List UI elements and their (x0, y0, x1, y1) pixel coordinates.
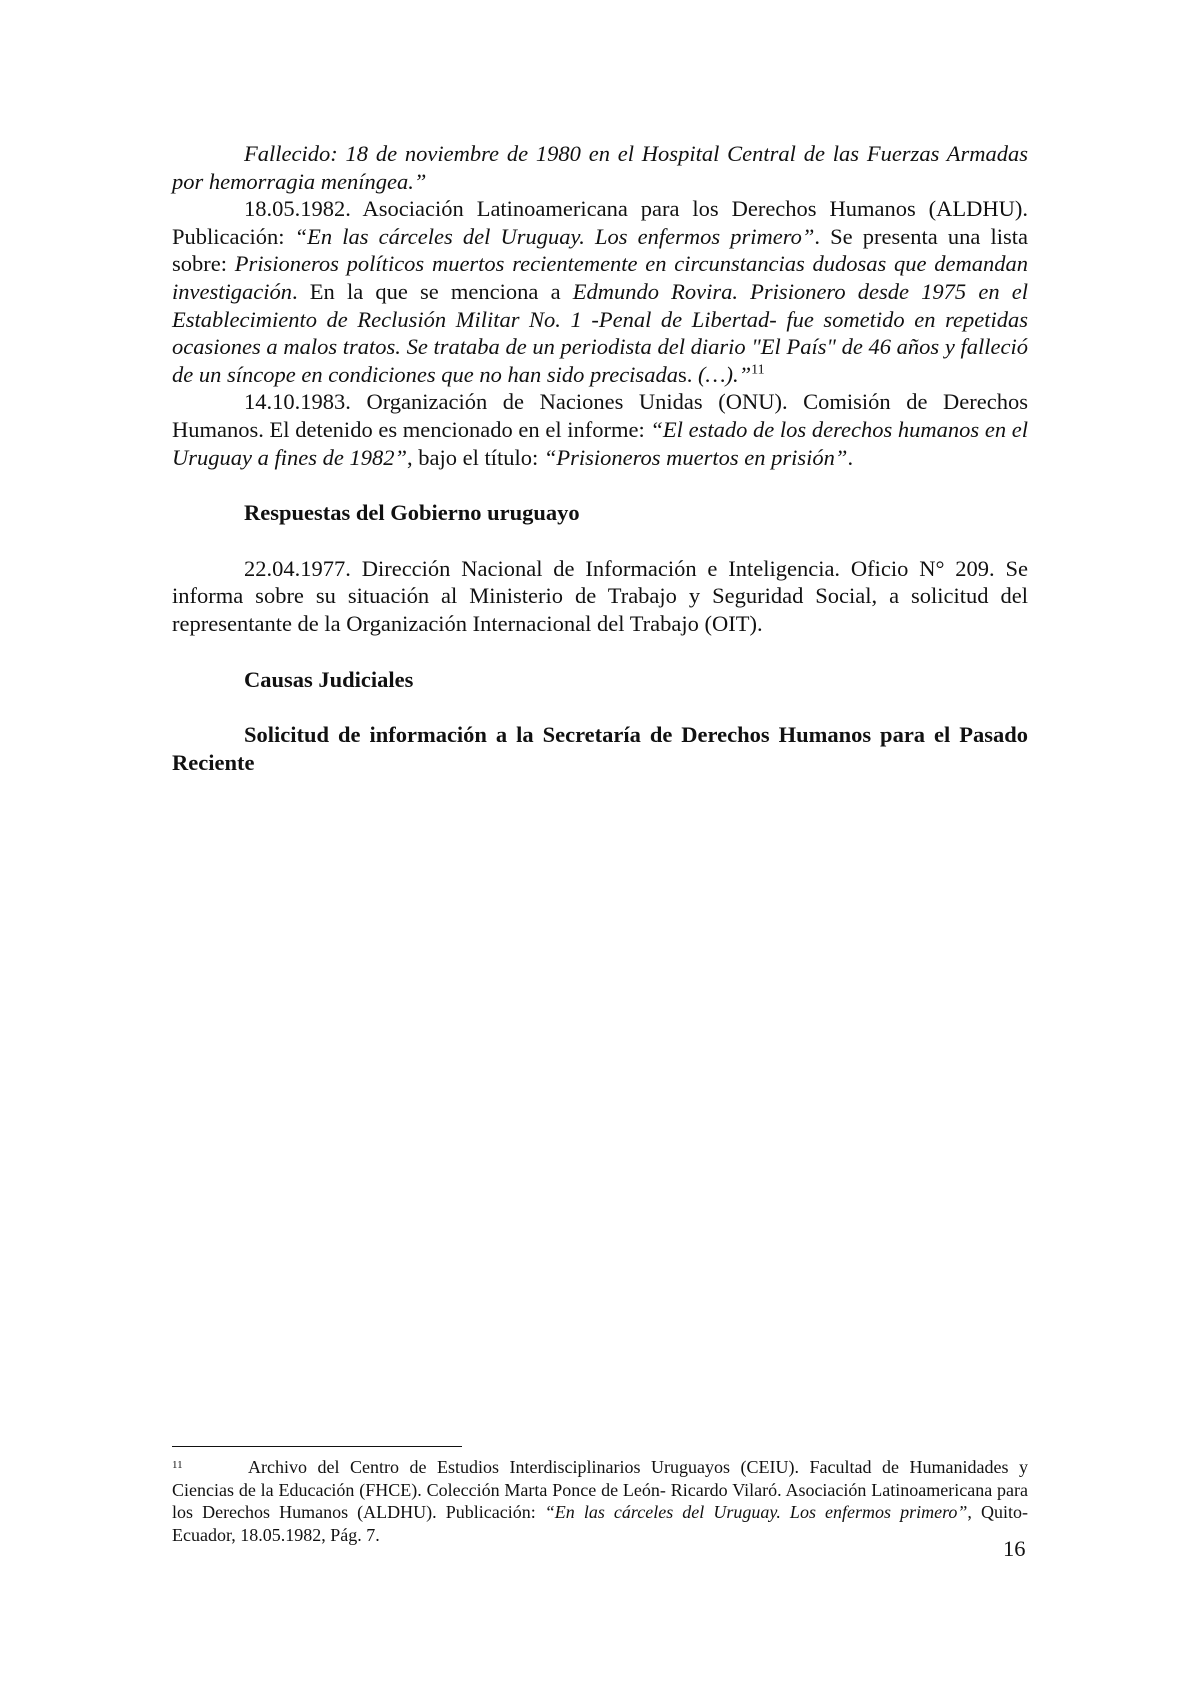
aldhu-quote: Edmundo Rovira. Prisionero desde 1975 en el Establecimiento de Reclusión Militar No. 1 -Penal de Libertad- fue sometido en repetidas ocasiones a malos tratos. Se trataba de un periodista del diario "El País" de 46 años y falleció de un síncope en condiciones que no han sido precisada (172, 278, 1028, 387)
aldhu-list-title: Prisioneros políticos muertos recientemente en circunstancias dudosas que demandan investigación (172, 251, 1028, 304)
footnote (172, 1456, 1028, 1546)
heading-causas-judiciales: Causas Judiciales (244, 666, 414, 692)
footnote-publication-title: “En las cárceles del Uruguay. Los enfermos primero” (544, 1502, 968, 1522)
aldhu-text-2: . Se presenta una lista sobre: (172, 223, 1028, 277)
onu-section-title: “Prisioneros muertos en prisión” (543, 444, 848, 470)
footnote-separator (172, 1446, 462, 1447)
document-body (172, 140, 1028, 776)
footnote-text-2: , Quito- Ecuador, 18.05.1982, Pág. 7. (172, 1502, 1028, 1545)
aldhu-text-4: s. (677, 361, 698, 387)
paragraph-aldhu (172, 195, 1028, 388)
footnote-text-1: Archivo del Centro de Estudios Interdisciplinarios Uruguayos (CEIU). Facultad de Humanidades y Ciencias de la Educación (FHCE). Colección Marta Ponce de León- Ricardo Vilaró. Asociación Latinoamericana para los Derechos Humanos (ALDHU). Publicación: (172, 1457, 1028, 1522)
aldhu-ellipsis: (…).” (697, 361, 752, 387)
page-number: 16 (1003, 1536, 1026, 1561)
footnote-reference[interactable]: 11 (751, 362, 765, 378)
aldhu-text-3: . En la que se menciona a (291, 278, 573, 304)
paragraph-fallecido (172, 140, 1028, 195)
heading-respuestas-gobierno: Respuestas del Gobierno uruguayo (244, 500, 580, 526)
paragraph-onu (172, 388, 1028, 471)
paragraph-oficio: 22.04.1977. Dirección Nacional de Información e Inteligencia. Oficio N° 209. Se informa sobre su situación al Ministerio de Trabajo y Seguridad Social, a solicitud del representante de la Organización Internacional del Trabajo (OIT). (172, 555, 1028, 636)
onu-text-1: 14.10.1983. Organización de Naciones Unidas (ONU). Comisión de Derechos Humanos. El detenido es mencionado en el informe: (172, 389, 1028, 442)
heading-solicitud-informacion: Solicitud de información a la Secretaría de Derechos Humanos para el Pasado Reciente (172, 722, 1028, 775)
onu-text-3: . (847, 444, 854, 470)
aldhu-text-1: 18.05.1982. Asociación Latinoamericana para los Derechos Humanos (ALDHU). Publicación: (172, 196, 1028, 249)
footnote-mark: 11 (172, 1459, 183, 1471)
onu-text-2: , bajo el título: (407, 444, 544, 470)
fallecido-italic: Fallecido: 18 de noviembre de 1980 en el Hospital Central de las Fuerzas Armadas por hemorragia meníngea.” (172, 141, 1028, 194)
onu-report-title: “El estado de los derechos humanos en el Uruguay a fines de 1982” (172, 416, 1028, 470)
aldhu-publication-title: “En las cárceles del Uruguay. Los enfermos primero” (294, 223, 815, 249)
